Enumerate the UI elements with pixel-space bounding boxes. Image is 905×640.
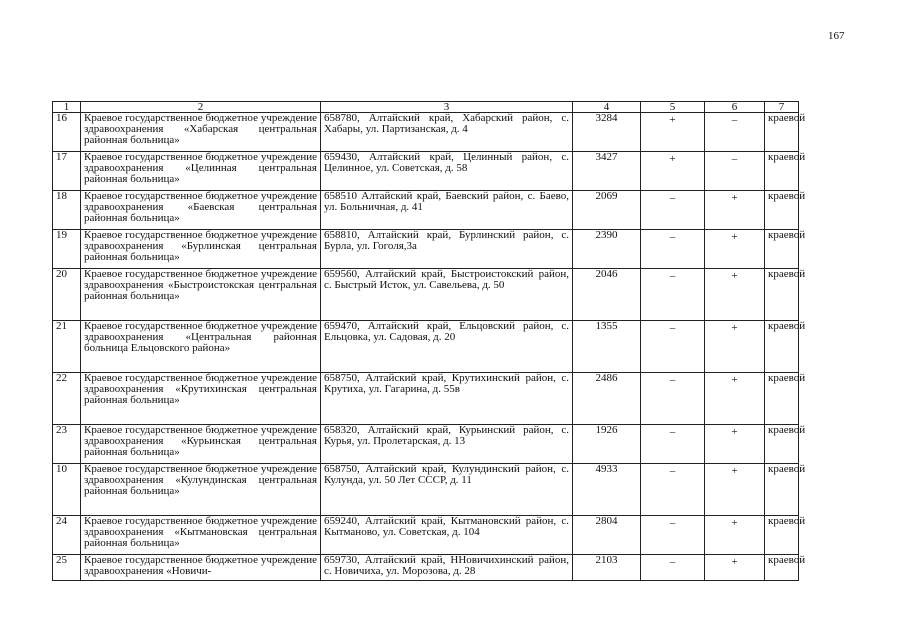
column-5-mark: – xyxy=(641,230,705,269)
column-5-mark: – xyxy=(641,555,705,581)
table-row xyxy=(53,555,799,581)
table-row xyxy=(53,516,799,555)
institution-address: 659470, Алтайский край, Ельцовский район, с. Ельцовка, ул. Садовая, д. 20 xyxy=(321,321,573,373)
institution-address: 659730, Алтайский край, ННовичихинский район, с. Новичиха, ул. Морозова, д. 28 xyxy=(321,555,573,581)
header-row xyxy=(53,102,799,113)
institution-name: Краевое государственное бюджетное учреждение здравоохранения «Бурлинская центральная районная больница» xyxy=(81,230,321,269)
institution-address: 658510 Алтайский край, Баевский район, с. Баево, ул. Больничная, д. 41 xyxy=(321,191,573,230)
subordination-level: краевой xyxy=(765,516,799,555)
row-number: 17 xyxy=(53,152,81,191)
column-6-mark: + xyxy=(705,373,765,425)
institution-address: 658780, Алтайский край, Хабарский район, с. Хабары, ул. Партизанская, д. 4 xyxy=(321,113,573,152)
column-5-mark: – xyxy=(641,425,705,464)
table-row xyxy=(53,425,799,464)
institution-address: 658810, Алтайский край, Бурлинский район, с. Бурла, ул. Гоголя,3а xyxy=(321,230,573,269)
table-row xyxy=(53,230,799,269)
institution-address: 658750, Алтайский край, Крутихинский район, с. Крутиха, ул. Гагарина, д. 55в xyxy=(321,373,573,425)
institution-address: 659240, Алтайский край, Кытмановский район, с. Кытманово, ул. Советская, д. 104 xyxy=(321,516,573,555)
subordination-level: краевой xyxy=(765,191,799,230)
subordination-level: краевой xyxy=(765,113,799,152)
table-row xyxy=(53,191,799,230)
subordination-level: краевой xyxy=(765,555,799,581)
institution-name: Краевое государственное бюджетное учреждение здравоохранения «Кулундинская центральная районная больница» xyxy=(81,464,321,516)
row-number: 10 xyxy=(53,464,81,516)
column-header: 5 xyxy=(641,102,705,113)
institution-code: 3284 xyxy=(573,113,641,152)
column-6-mark: + xyxy=(705,321,765,373)
table-row xyxy=(53,464,799,516)
institution-name: Краевое государственное бюджетное учреждение здравоохранения «Целинная центральная районная больница» xyxy=(81,152,321,191)
subordination-level: краевой xyxy=(765,269,799,321)
row-number: 24 xyxy=(53,516,81,555)
column-6-mark: – xyxy=(705,113,765,152)
institution-address: 658320, Алтайский край, Курьинский район, с. Курья, ул. Пролетарская, д. 13 xyxy=(321,425,573,464)
subordination-level: краевой xyxy=(765,230,799,269)
row-number: 25 xyxy=(53,555,81,581)
column-5-mark: – xyxy=(641,191,705,230)
institution-name: Краевое государственное бюджетное учреждение здравоохранения «Баевская центральная районная больница» xyxy=(81,191,321,230)
column-header: 4 xyxy=(573,102,641,113)
column-5-mark: + xyxy=(641,113,705,152)
institution-name: Краевое государственное бюджетное учреждение здравоохранения «Новичи- xyxy=(81,555,321,581)
page-number: 167 xyxy=(828,30,845,42)
institution-address: 659560, Алтайский край, Быстроистокский район, с. Быстрый Исток, ул. Савельева, д. 50 xyxy=(321,269,573,321)
column-5-mark: – xyxy=(641,516,705,555)
institution-code: 2390 xyxy=(573,230,641,269)
column-header: 2 xyxy=(81,102,321,113)
subordination-level: краевой xyxy=(765,373,799,425)
subordination-level: краевой xyxy=(765,425,799,464)
column-5-mark: – xyxy=(641,321,705,373)
column-6-mark: + xyxy=(705,269,765,321)
institution-code: 3427 xyxy=(573,152,641,191)
institution-name: Краевое государственное бюджетное учреждение здравоохранения «Курьинская центральная районная больница» xyxy=(81,425,321,464)
institutions-table xyxy=(52,101,806,581)
table-row xyxy=(53,113,799,152)
column-6-mark: + xyxy=(705,425,765,464)
row-number: 16 xyxy=(53,113,81,152)
institution-code: 2046 xyxy=(573,269,641,321)
column-5-mark: – xyxy=(641,464,705,516)
column-6-mark: + xyxy=(705,464,765,516)
table-row xyxy=(53,152,799,191)
institution-name: Краевое государственное бюджетное учреждение здравоохранения «Кытмановская центральная районная больница» xyxy=(81,516,321,555)
column-6-mark: + xyxy=(705,555,765,581)
table-row xyxy=(53,373,799,425)
table-row xyxy=(53,269,799,321)
institution-address: 658750, Алтайский край, Кулундинский район, с. Кулунда, ул. 50 Лет СССР, д. 11 xyxy=(321,464,573,516)
institution-code: 2069 xyxy=(573,191,641,230)
institution-code: 1355 xyxy=(573,321,641,373)
column-5-mark: + xyxy=(641,152,705,191)
institution-code: 1926 xyxy=(573,425,641,464)
column-6-mark: – xyxy=(705,152,765,191)
institution-name: Краевое государственное бюджетное учреждение здравоохранения «Хабарская центральная районная больница» xyxy=(81,113,321,152)
table-row xyxy=(53,321,799,373)
institution-name: Краевое государственное бюджетное учреждение здравоохранения «Центральная районная больница Ельцовского района» xyxy=(81,321,321,373)
column-header: 1 xyxy=(53,102,81,113)
column-header: 7 xyxy=(765,102,799,113)
subordination-level: краевой xyxy=(765,321,799,373)
column-6-mark: + xyxy=(705,516,765,555)
subordination-level: краевой xyxy=(765,464,799,516)
institution-name: Краевое государственное бюджетное учреждение здравоохранения «Быстроистокская центральная районная больница» xyxy=(81,269,321,321)
row-number: 22 xyxy=(53,373,81,425)
institution-code: 4933 xyxy=(573,464,641,516)
row-number: 20 xyxy=(53,269,81,321)
subordination-level: краевой xyxy=(765,152,799,191)
row-number: 21 xyxy=(53,321,81,373)
column-5-mark: – xyxy=(641,373,705,425)
column-header: 6 xyxy=(705,102,765,113)
institution-code: 2804 xyxy=(573,516,641,555)
institution-name: Краевое государственное бюджетное учреждение здравоохранения «Крутихинская центральная районная больница» xyxy=(81,373,321,425)
row-number: 23 xyxy=(53,425,81,464)
column-header: 3 xyxy=(321,102,573,113)
column-5-mark: – xyxy=(641,269,705,321)
column-6-mark: + xyxy=(705,191,765,230)
row-number: 18 xyxy=(53,191,81,230)
institution-code: 2486 xyxy=(573,373,641,425)
institution-address: 659430, Алтайский край, Целинный район, с. Целинное, ул. Советская, д. 58 xyxy=(321,152,573,191)
row-number: 19 xyxy=(53,230,81,269)
column-6-mark: + xyxy=(705,230,765,269)
institution-code: 2103 xyxy=(573,555,641,581)
